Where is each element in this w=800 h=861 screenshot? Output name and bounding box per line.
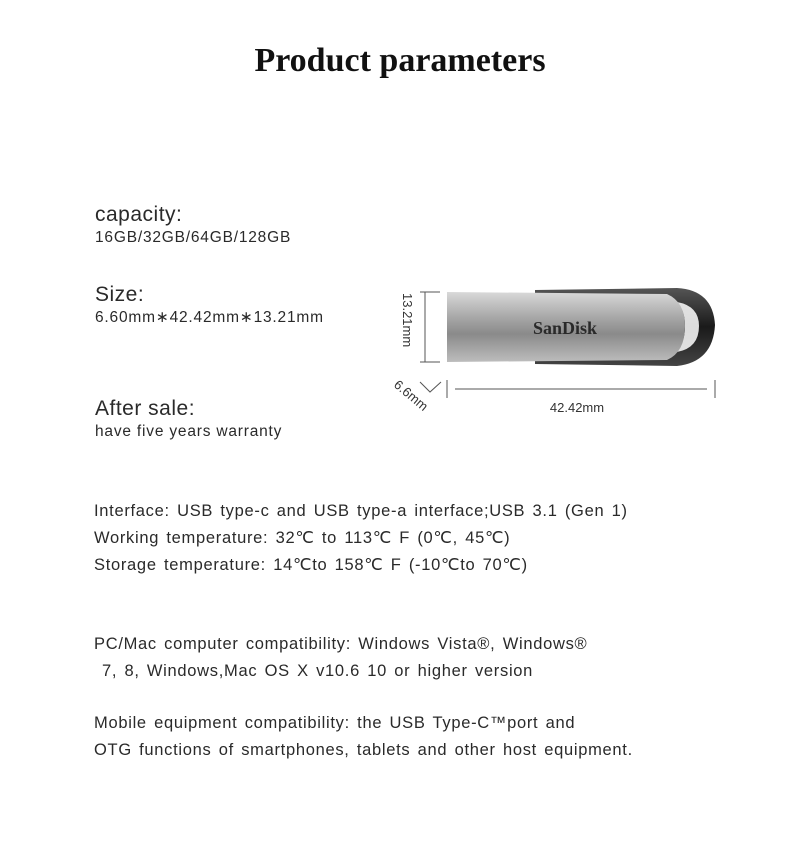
length-dimension-label: 42.42mm [549, 400, 605, 415]
size-label: Size: [95, 283, 145, 306]
size-value: 6.60mm∗42.42mm∗13.21mm [95, 309, 324, 326]
capacity-spec [95, 203, 291, 249]
mobile-compatibility-line1: Mobile equipment compatibility: the USB Type-C™port and [94, 714, 576, 732]
interface-text: Interface: USB type-c and USB type-a interface;USB 3.1 (Gen 1) [94, 502, 628, 520]
after-sale-label: After sale: [95, 397, 196, 420]
usb-drive-illustration [385, 270, 735, 430]
capacity-label: capacity: [95, 203, 183, 226]
depth-dimension-label: 6.6mm [391, 376, 432, 414]
product-dimension-diagram [385, 270, 735, 430]
page-title: Product parameters [254, 42, 546, 79]
brand-logo: SanDisk [532, 318, 598, 338]
mobile-compatibility-line2: OTG functions of smartphones, tablets and other host equipment. [94, 741, 633, 759]
size-spec [95, 283, 324, 329]
storage-temperature-text: Storage temperature: 14℃to 158℃ F (-10℃to 70℃) [94, 556, 528, 574]
height-dimension-label: 13.21mm [400, 293, 415, 348]
depth-dimension-line [420, 382, 441, 392]
after-sale-spec [95, 397, 282, 443]
capacity-value: 16GB/32GB/64GB/128GB [95, 229, 292, 246]
working-temperature-text: Working temperature: 32℃ to 113℃ F (0℃, 45℃) [94, 529, 511, 547]
pc-compatibility-line1: PC/Mac computer compatibility: Windows Vista®, Windows® [94, 635, 588, 653]
after-sale-value: have five years warranty [95, 423, 283, 440]
pc-compatibility-line2: 7, 8, Windows,Mac OS X v10.6 10 or higher version [102, 662, 534, 680]
